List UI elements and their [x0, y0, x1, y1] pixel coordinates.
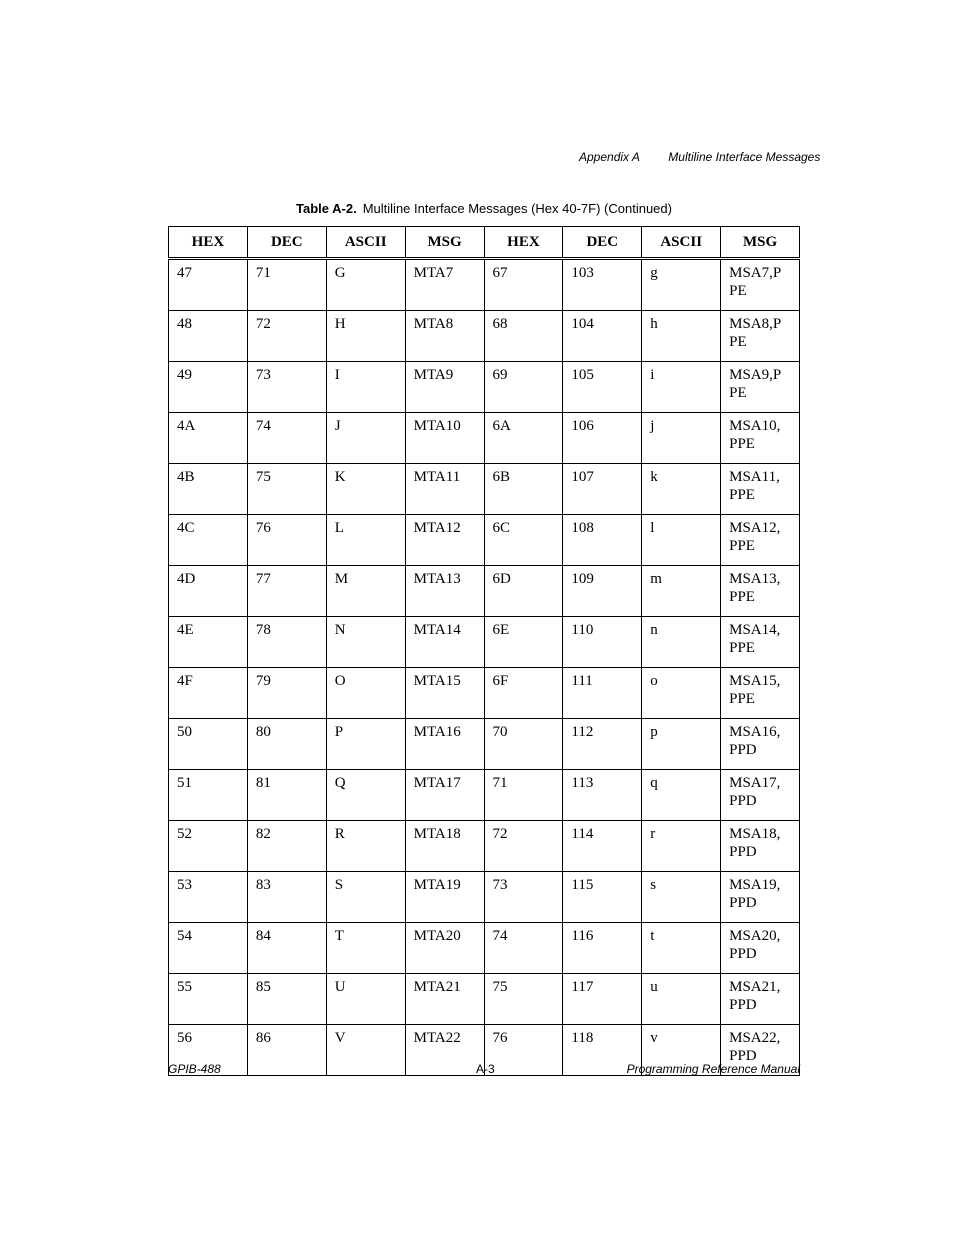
table-row — [169, 719, 800, 770]
cell-dec: 75 — [247, 464, 326, 515]
table-row — [169, 668, 800, 719]
table-row — [169, 872, 800, 923]
cell-hex: 51 — [169, 770, 248, 821]
cell-hex: 50 — [169, 719, 248, 770]
cell-dec: 79 — [247, 668, 326, 719]
cell-msg: MSA20, PPD — [721, 923, 800, 974]
cell-msg: MTA13 — [405, 566, 484, 617]
table-row — [169, 974, 800, 1025]
cell-msg: MSA13, PPE — [721, 566, 800, 617]
cell-msg: MTA10 — [405, 413, 484, 464]
cell-msg: MTA22 — [405, 1025, 484, 1076]
cell-ascii: Q — [326, 770, 405, 821]
cell-msg: MTA14 — [405, 617, 484, 668]
cell-ascii: U — [326, 974, 405, 1025]
cell-dec: 114 — [563, 821, 642, 872]
column-header-msg: MSG — [405, 227, 484, 259]
cell-msg: MTA15 — [405, 668, 484, 719]
cell-dec: 103 — [563, 259, 642, 311]
cell-hex: 4C — [169, 515, 248, 566]
cell-msg: MSA11, PPE — [721, 464, 800, 515]
cell-ascii: J — [326, 413, 405, 464]
cell-hex: 4A — [169, 413, 248, 464]
cell-ascii: G — [326, 259, 405, 311]
cell-ascii: q — [642, 770, 721, 821]
column-header-hex: HEX — [169, 227, 248, 259]
cell-msg: MTA11 — [405, 464, 484, 515]
cell-dec: 82 — [247, 821, 326, 872]
column-header-hex: HEX — [484, 227, 563, 259]
table-row — [169, 362, 800, 413]
cell-ascii: L — [326, 515, 405, 566]
cell-ascii: O — [326, 668, 405, 719]
cell-hex: 6B — [484, 464, 563, 515]
cell-dec: 107 — [563, 464, 642, 515]
cell-msg: MSA15, PPE — [721, 668, 800, 719]
cell-msg: MTA18 — [405, 821, 484, 872]
table-caption — [168, 201, 800, 216]
cell-msg: MSA19, PPD — [721, 872, 800, 923]
cell-msg: MTA12 — [405, 515, 484, 566]
cell-hex: 4E — [169, 617, 248, 668]
cell-hex: 6A — [484, 413, 563, 464]
cell-ascii: g — [642, 259, 721, 311]
table-caption-text: Multiline Interface Messages (Hex 40-7F) (Continued) — [362, 201, 672, 216]
cell-dec: 80 — [247, 719, 326, 770]
cell-dec: 110 — [563, 617, 642, 668]
cell-dec: 108 — [563, 515, 642, 566]
cell-ascii: i — [642, 362, 721, 413]
cell-ascii: l — [642, 515, 721, 566]
cell-hex: 73 — [484, 872, 563, 923]
column-header-ascii: ASCII — [326, 227, 405, 259]
cell-hex: 72 — [484, 821, 563, 872]
cell-msg: MTA9 — [405, 362, 484, 413]
cell-hex: 76 — [484, 1025, 563, 1076]
cell-hex: 4D — [169, 566, 248, 617]
cell-ascii: M — [326, 566, 405, 617]
table-header-row — [169, 227, 800, 259]
multiline-messages-table — [168, 226, 800, 1076]
cell-msg: MSA9,P PE — [721, 362, 800, 413]
cell-hex: 6D — [484, 566, 563, 617]
column-header-msg: MSG — [721, 227, 800, 259]
cell-ascii: k — [642, 464, 721, 515]
cell-msg: MTA17 — [405, 770, 484, 821]
column-header-dec: DEC — [247, 227, 326, 259]
cell-ascii: s — [642, 872, 721, 923]
cell-ascii: v — [642, 1025, 721, 1076]
table-row — [169, 311, 800, 362]
cell-dec: 104 — [563, 311, 642, 362]
cell-dec: 81 — [247, 770, 326, 821]
cell-dec: 72 — [247, 311, 326, 362]
cell-dec: 105 — [563, 362, 642, 413]
cell-ascii: R — [326, 821, 405, 872]
cell-msg: MSA21, PPD — [721, 974, 800, 1025]
page-header — [579, 150, 820, 164]
cell-hex: 75 — [484, 974, 563, 1025]
cell-ascii: m — [642, 566, 721, 617]
cell-ascii: I — [326, 362, 405, 413]
cell-hex: 54 — [169, 923, 248, 974]
cell-hex: 48 — [169, 311, 248, 362]
cell-ascii: t — [642, 923, 721, 974]
cell-ascii: P — [326, 719, 405, 770]
cell-dec: 83 — [247, 872, 326, 923]
cell-msg: MSA12, PPE — [721, 515, 800, 566]
cell-dec: 106 — [563, 413, 642, 464]
cell-dec: 112 — [563, 719, 642, 770]
cell-dec: 85 — [247, 974, 326, 1025]
cell-hex: 70 — [484, 719, 563, 770]
cell-ascii: o — [642, 668, 721, 719]
footer-product-name: GPIB-488 — [168, 1062, 221, 1076]
cell-hex: 56 — [169, 1025, 248, 1076]
cell-dec: 71 — [247, 259, 326, 311]
cell-ascii: n — [642, 617, 721, 668]
cell-dec: 118 — [563, 1025, 642, 1076]
cell-ascii: V — [326, 1025, 405, 1076]
cell-dec: 117 — [563, 974, 642, 1025]
cell-msg: MTA8 — [405, 311, 484, 362]
cell-hex: 6E — [484, 617, 563, 668]
cell-msg: MSA14, PPE — [721, 617, 800, 668]
cell-hex: 53 — [169, 872, 248, 923]
table-row — [169, 617, 800, 668]
cell-ascii: T — [326, 923, 405, 974]
header-section-title: Multiline Interface Messages — [668, 150, 821, 164]
cell-msg: MSA22, PPD — [721, 1025, 800, 1076]
table-row — [169, 259, 800, 311]
cell-msg: MSA18, PPD — [721, 821, 800, 872]
cell-msg: MTA20 — [405, 923, 484, 974]
cell-hex: 68 — [484, 311, 563, 362]
table-row — [169, 515, 800, 566]
cell-dec: 86 — [247, 1025, 326, 1076]
cell-ascii: r — [642, 821, 721, 872]
cell-ascii: H — [326, 311, 405, 362]
cell-hex: 4F — [169, 668, 248, 719]
footer-page-number: A-3 — [476, 1062, 495, 1076]
cell-hex: 74 — [484, 923, 563, 974]
cell-ascii: p — [642, 719, 721, 770]
cell-hex: 52 — [169, 821, 248, 872]
cell-hex: 55 — [169, 974, 248, 1025]
cell-hex: 47 — [169, 259, 248, 311]
cell-hex: 4B — [169, 464, 248, 515]
cell-dec: 111 — [563, 668, 642, 719]
cell-hex: 6C — [484, 515, 563, 566]
cell-hex: 71 — [484, 770, 563, 821]
column-header-dec: DEC — [563, 227, 642, 259]
cell-dec: 78 — [247, 617, 326, 668]
table-row — [169, 923, 800, 974]
cell-dec: 77 — [247, 566, 326, 617]
cell-msg: MSA10, PPE — [721, 413, 800, 464]
table-row — [169, 770, 800, 821]
footer-manual-title: Programming Reference Manual — [626, 1062, 800, 1076]
table-body — [169, 259, 800, 1076]
table-row — [169, 464, 800, 515]
table-row — [169, 413, 800, 464]
cell-dec: 109 — [563, 566, 642, 617]
cell-hex: 69 — [484, 362, 563, 413]
cell-dec: 74 — [247, 413, 326, 464]
cell-ascii: S — [326, 872, 405, 923]
header-appendix: Appendix A — [579, 150, 640, 164]
cell-dec: 115 — [563, 872, 642, 923]
cell-ascii: N — [326, 617, 405, 668]
cell-msg: MTA21 — [405, 974, 484, 1025]
cell-msg: MSA17, PPD — [721, 770, 800, 821]
cell-msg: MSA8,P PE — [721, 311, 800, 362]
cell-msg: MTA7 — [405, 259, 484, 311]
table-row — [169, 821, 800, 872]
cell-msg: MSA7,P PE — [721, 259, 800, 311]
cell-dec: 73 — [247, 362, 326, 413]
cell-ascii: u — [642, 974, 721, 1025]
table-caption-label: Table A-2. — [296, 201, 357, 216]
cell-hex: 6F — [484, 668, 563, 719]
cell-dec: 113 — [563, 770, 642, 821]
cell-dec: 116 — [563, 923, 642, 974]
cell-ascii: K — [326, 464, 405, 515]
cell-dec: 84 — [247, 923, 326, 974]
cell-ascii: j — [642, 413, 721, 464]
cell-dec: 76 — [247, 515, 326, 566]
cell-msg: MTA19 — [405, 872, 484, 923]
cell-hex: 67 — [484, 259, 563, 311]
column-header-ascii: ASCII — [642, 227, 721, 259]
cell-msg: MTA16 — [405, 719, 484, 770]
table-row — [169, 566, 800, 617]
cell-msg: MSA16, PPD — [721, 719, 800, 770]
cell-hex: 49 — [169, 362, 248, 413]
cell-ascii: h — [642, 311, 721, 362]
